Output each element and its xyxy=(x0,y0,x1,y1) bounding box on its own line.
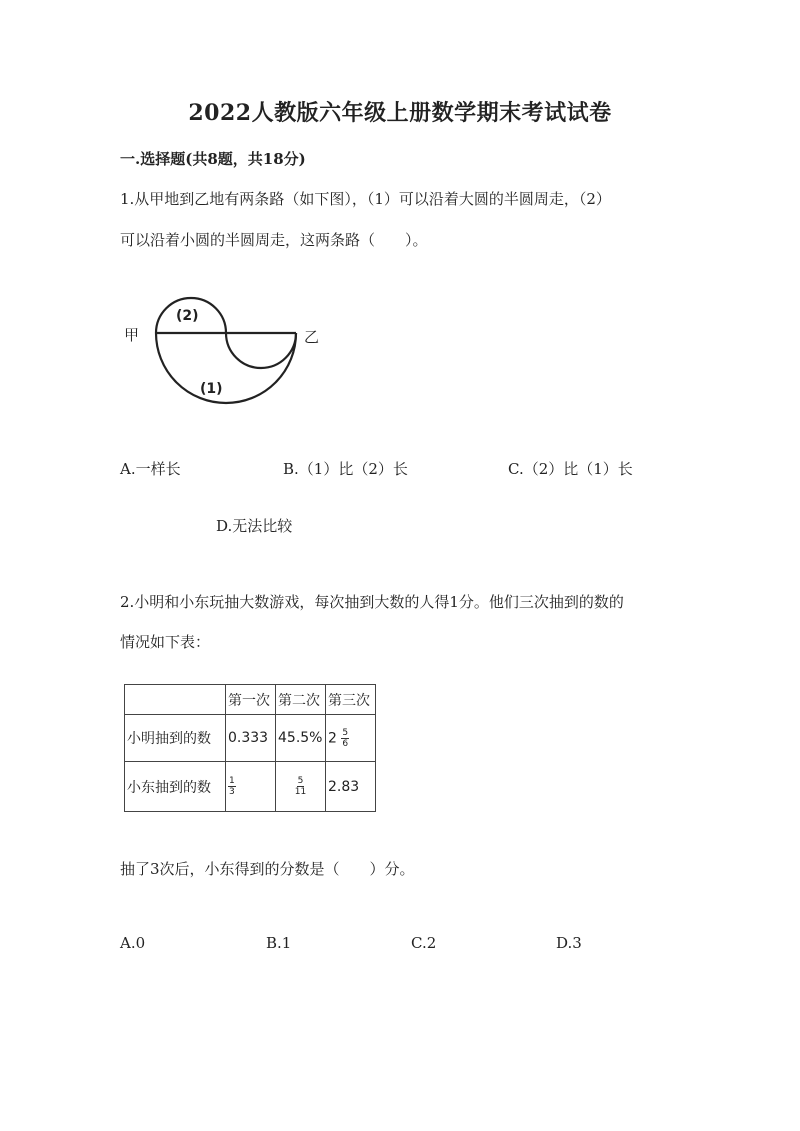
mixed-whole: 2 xyxy=(328,730,337,746)
q2-option-b[interactable]: B.1 xyxy=(266,934,292,952)
q2-option-a[interactable]: A.0 xyxy=(120,934,146,952)
path1-large-arc xyxy=(156,333,296,403)
row-label-xiaoming: 小明抽到的数 xyxy=(125,715,226,762)
row-label-xiaodong: 小东抽到的数 xyxy=(125,762,226,812)
q2-option-d[interactable]: D.3 xyxy=(556,934,582,952)
xiaoming-third xyxy=(326,715,376,762)
q2-option-c[interactable]: C.2 xyxy=(411,934,437,952)
xiaodong-third: 2.83 xyxy=(326,762,376,812)
header-second: 第二次 xyxy=(276,685,326,715)
q1-semicircle-figure xyxy=(120,282,340,422)
fraction-denominator: 6 xyxy=(342,738,349,749)
xiaodong-first xyxy=(226,762,276,812)
fraction-denominator: 11 xyxy=(294,787,307,797)
header-third: 第三次 xyxy=(326,685,376,715)
table-header-row xyxy=(125,685,376,715)
section-heading: 一.选择题(共8题，共18分) xyxy=(120,150,306,168)
xiaodong-second xyxy=(276,762,326,812)
q2-prompt: 抽了3次后，小东得到的分数是（ ）分。 xyxy=(120,860,415,878)
q1-text-line2: 可以沿着小圆的半圆周走，这两条路（ ）。 xyxy=(120,231,428,249)
label-path2: (2) xyxy=(176,308,199,324)
fraction-numerator: 1 xyxy=(229,776,235,786)
xiaoming-first: 0.333 xyxy=(226,715,276,762)
label-end: 乙 xyxy=(304,328,320,346)
fraction xyxy=(228,776,236,797)
q2-text-line2: 情况如下表： xyxy=(120,633,211,651)
q1-option-d[interactable]: D.无法比较 xyxy=(216,517,293,535)
fraction xyxy=(341,728,349,749)
label-path1: (1) xyxy=(200,381,223,397)
q2-text-line1: 2.小明和小东玩抽大数游戏，每次抽到大数的人得1分。他们三次抽到的数的 xyxy=(120,593,624,611)
q1-option-c[interactable]: C.（2）比（1）长 xyxy=(508,460,633,478)
q1-text-line1: 1.从甲地到乙地有两条路（如下图），（1）可以沿着大圆的半圆周走，（2） xyxy=(120,190,611,208)
path2-right-arc xyxy=(226,333,296,368)
q1-option-b[interactable]: B.（1）比（2）长 xyxy=(283,460,408,478)
fraction-numerator: 5 xyxy=(297,776,304,786)
label-start: 甲 xyxy=(124,326,140,344)
xiaoming-second: 45.5% xyxy=(276,715,326,762)
fraction-numerator: 5 xyxy=(342,727,349,738)
table-corner-cell xyxy=(125,685,226,715)
header-first: 第一次 xyxy=(226,685,276,715)
table-row-xiaodong xyxy=(125,762,376,812)
page-title: 2022人教版六年级上册数学期末考试试卷 xyxy=(188,100,612,126)
fraction-denominator: 3 xyxy=(229,787,235,797)
fraction xyxy=(295,776,306,797)
q1-option-a[interactable]: A.一样长 xyxy=(120,460,181,478)
table-row-xiaoming xyxy=(125,715,376,762)
q2-score-table xyxy=(124,684,376,812)
